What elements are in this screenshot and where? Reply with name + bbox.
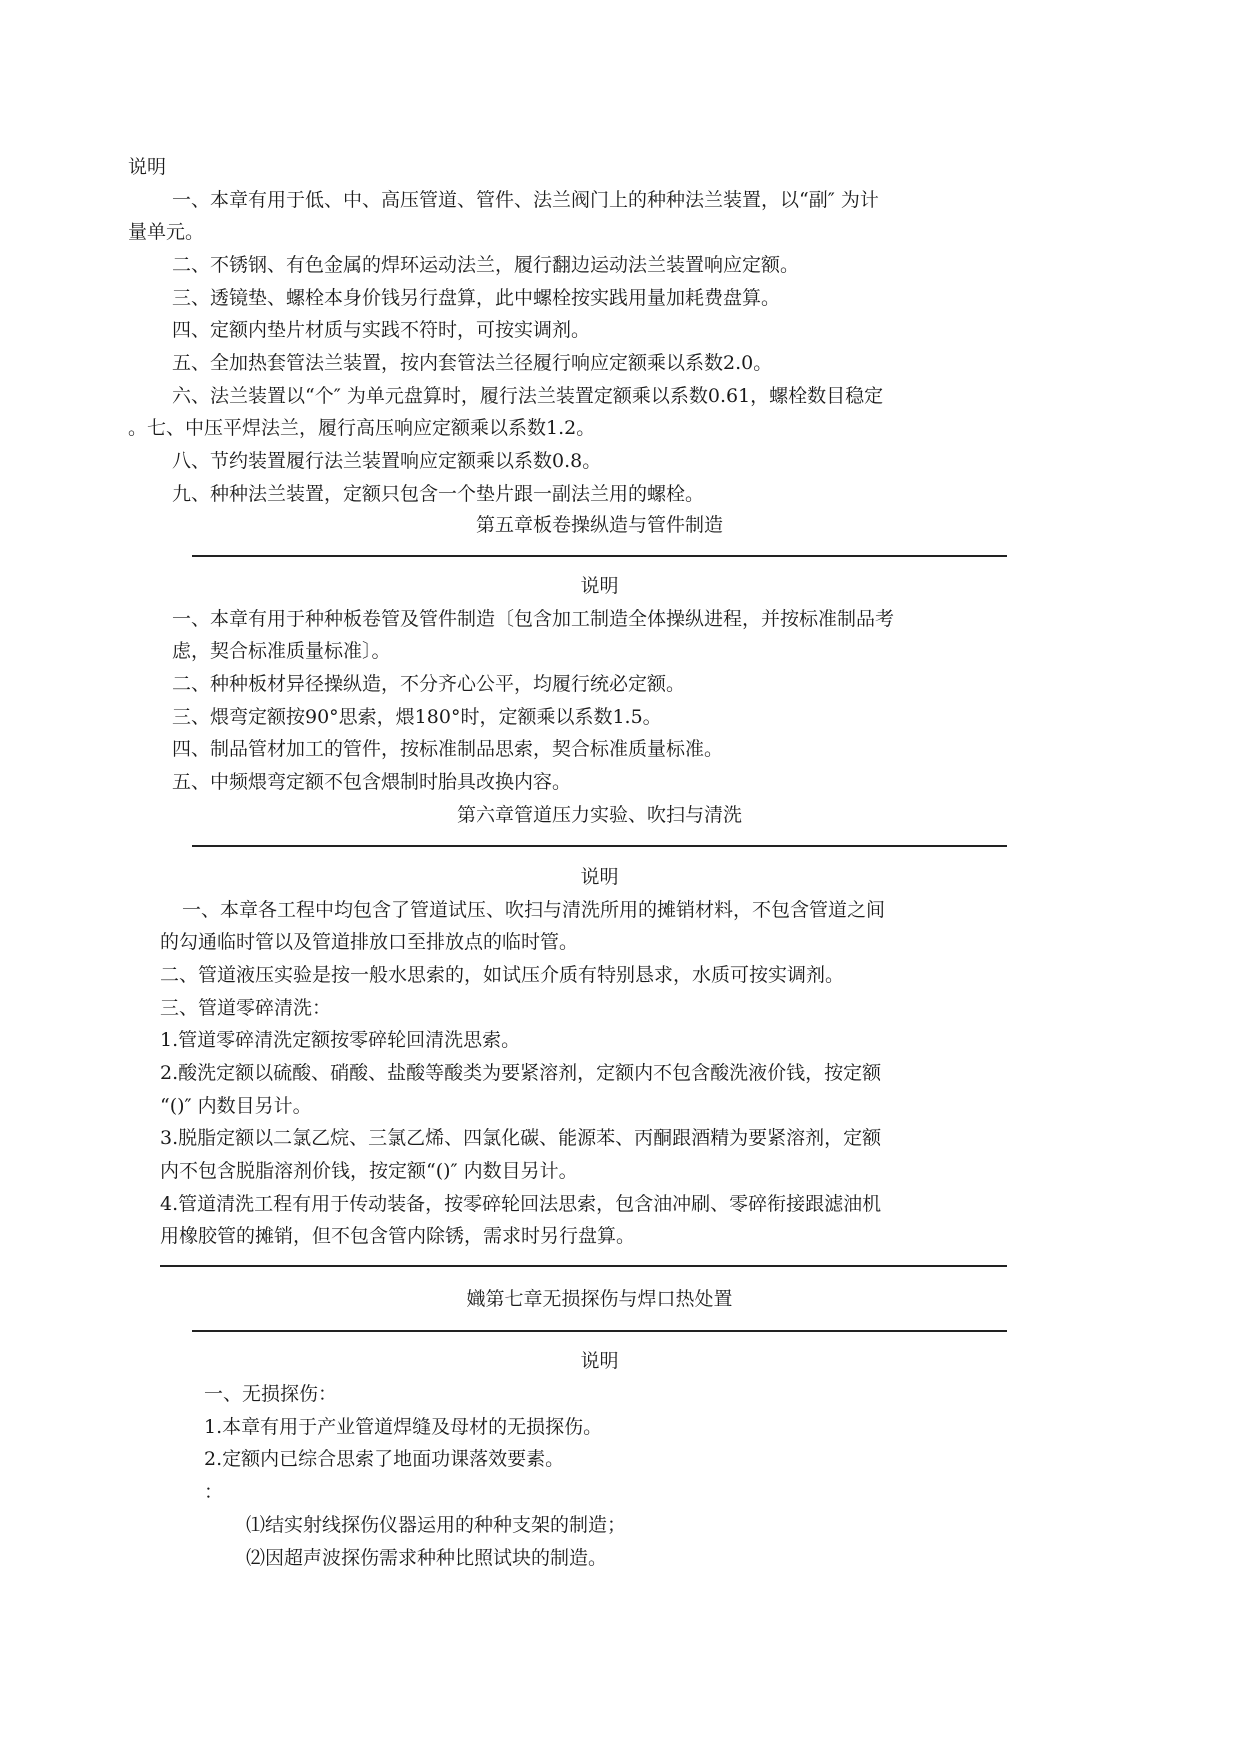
- paragraph: 三、管道零碎清洗：: [160, 997, 332, 1019]
- list-item: 1.管道零碎清洗定额按零碎轮回清洗思索。: [160, 1029, 521, 1051]
- chapter-title: 第六章管道压力实验、吹扫与清洗: [456, 804, 742, 826]
- paragraph: 三、煨弯定额按90°思索，煨180°时，定额乘以系数1.5。: [172, 706, 662, 728]
- paragraph: 一、本章有用于低、中、高压管道、管件、法兰阀门上的种种法兰装置，以“副″ 为计: [172, 189, 879, 211]
- chapter-title: 嬂第七章无损探伤与焊口热处置: [466, 1288, 733, 1310]
- list-item: 用橡胶管的摊销，但不包含管内除锈，需求时另行盘算。: [160, 1225, 636, 1247]
- list-item: 2.酸洗定额以硫酸、硝酸、盐酸等酸类为要紧溶剂，定额内不包含酸洗液价钱，按定额: [160, 1062, 882, 1084]
- paragraph: 虑，契合标准质量标准〕。: [172, 640, 391, 662]
- section-heading: 说明: [128, 156, 167, 178]
- paragraph: 八、节约装置履行法兰装置响应定额乘以系数0.8。: [172, 450, 602, 472]
- list-item: 1.本章有用于产业管道焊缝及母材的无损探伤。: [204, 1416, 603, 1438]
- chapter-title: 第五章板卷操纵造与管件制造: [475, 514, 723, 536]
- list-item: 4.管道清洗工程有用于传动装备，按零碎轮回法思索，包含油冲刷、零碎衔接跟滤油机: [160, 1193, 882, 1215]
- paragraph: 九、种种法兰装置，定额只包含一个垫片跟一副法兰用的螺栓。: [172, 483, 705, 505]
- list-item: 内不包含脱脂溶剂价钱，按定额“()″ 内数目另计。: [160, 1160, 578, 1182]
- sub-item: ⑵因超声波探伤需求种种比照试块的制造。: [246, 1547, 608, 1569]
- list-item: 2.定额内已综合思索了地面功课落效要素。: [204, 1448, 565, 1470]
- list-item: ：: [204, 1481, 224, 1503]
- sub-item: ⑴结实射线探伤仪器运用的种种支架的制造；: [246, 1514, 627, 1536]
- paragraph: 二、管道液压实验是按一般水思索的，如试压介质有特别恳求，水质可按实调剂。: [160, 964, 845, 986]
- paragraph: 六、法兰装置以“个″ 为单元盘算时，履行法兰装置定额乘以系数0.61，螺栓数目稳定: [172, 385, 884, 407]
- divider: [192, 845, 1007, 847]
- paragraph: 四、定额内垫片材质与实践不符时，可按实调剂。: [172, 319, 591, 341]
- paragraph: 一、无损探伤：: [204, 1383, 338, 1405]
- list-item: “()″ 内数目另计。: [160, 1095, 312, 1117]
- list-item: 3.脱脂定额以二氯乙烷、三氯乙烯、四氯化碳、能源苯、丙酮跟酒精为要紧溶剂，定额: [160, 1127, 882, 1149]
- section-heading: 说明: [580, 1350, 619, 1372]
- paragraph: 二、种种板材异径操纵造，不分齐心公平，均履行统必定额。: [172, 673, 686, 695]
- paragraph: 三、透镜垫、螺栓本身价钱另行盘算，此中螺栓按实践用量加耗费盘算。: [172, 287, 781, 309]
- section-heading: 说明: [580, 866, 619, 888]
- section-heading: 说明: [580, 575, 619, 597]
- paragraph: 二、不锈钢、有色金属的焊环运动法兰，履行翻边运动法兰装置响应定额。: [172, 254, 800, 276]
- paragraph: 四、制品管材加工的管件，按标准制品思索，契合标准质量标准。: [172, 738, 724, 760]
- paragraph: 一、本章各工程中均包含了管道试压、吹扫与清洗所用的摊销材料，不包含管道之间: [182, 899, 886, 921]
- paragraph: 。七、中压平焊法兰，履行高压响应定额乘以系数1.2。: [128, 417, 596, 439]
- paragraph: 五、全加热套管法兰装置，按内套管法兰径履行响应定额乘以系数2.0。: [172, 352, 773, 374]
- paragraph: 五、中频煨弯定额不包含煨制时胎具改换内容。: [172, 771, 572, 793]
- divider: [192, 555, 1007, 557]
- paragraph: 量单元。: [128, 221, 205, 243]
- paragraph: 一、本章有用于种种板卷管及管件制造〔包含加工制造全体操纵进程，并按标准制品考: [172, 608, 895, 630]
- paragraph: 的勾通临时管以及管道排放口至排放点的临时管。: [160, 931, 579, 953]
- divider: [192, 1330, 1007, 1332]
- divider: [160, 1265, 1007, 1267]
